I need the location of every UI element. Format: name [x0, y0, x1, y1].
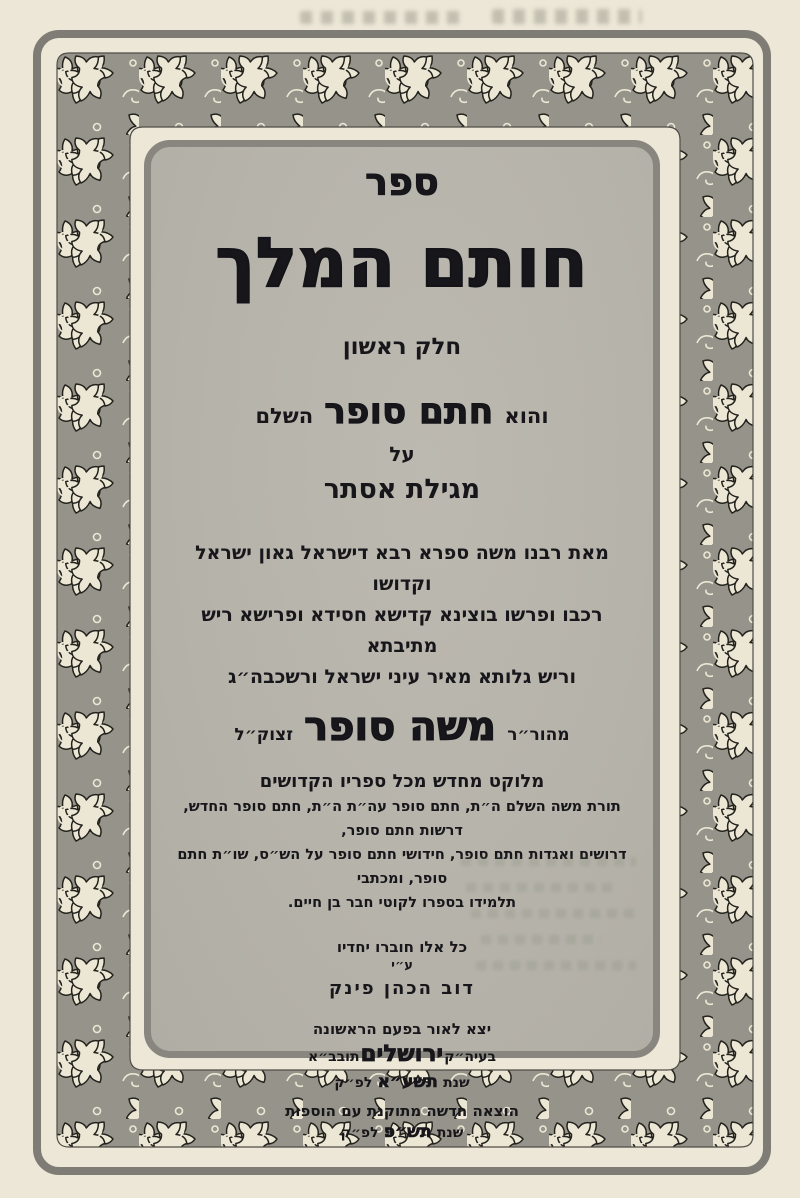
- volume-label: חלק ראשון: [342, 334, 462, 361]
- first-year: תשע״א: [377, 1072, 438, 1093]
- era-abbreviation: לפ״ק: [334, 1075, 373, 1092]
- second-year: תש״פ: [383, 1122, 432, 1143]
- publication-block: [151, 1019, 653, 1144]
- compiled-heading: מלוקט מחדש מכל ספריו הקדושים: [259, 771, 545, 793]
- bleed-through-artifact: [451, 857, 636, 987]
- sources-line: תלמידו בספרו לקוטי חבר בן חיים.: [287, 895, 517, 912]
- compiler-name: דוב הכהן פינק: [329, 978, 475, 1000]
- on-word: על: [389, 442, 415, 467]
- city-prefix: בעיה״ק: [444, 1049, 497, 1066]
- year-word: שנת: [436, 1125, 464, 1142]
- author-honorific: מהור״ר: [507, 725, 570, 746]
- city-suffix: תובב״א: [307, 1049, 360, 1066]
- joined-line: כל אלו חוברו יחדיו: [336, 938, 468, 957]
- author-posthumous: זצוק״ל: [234, 725, 294, 746]
- city-name: ירושלים: [360, 1041, 444, 1068]
- year-word: שנת: [443, 1075, 470, 1092]
- first-year-line: [151, 1072, 653, 1094]
- attribution-line: מאת רבנו משה ספרא רבא דישראל גאון ישראל וקדושו: [195, 542, 609, 596]
- ghost-text-artifact: [492, 9, 642, 24]
- author-attribution: [151, 538, 653, 693]
- second-year-line: [151, 1122, 653, 1144]
- sources-line: תורת משה השלם ה״ת, חתם סופר עה״ת ה״ת, חתם סופר החדש, דרשות חתם סופר,: [183, 799, 621, 840]
- series-word: ספר: [365, 160, 439, 204]
- first-edition-line: יצא לאור בפעם הראשונה: [312, 1020, 492, 1039]
- book-title: חותם המלך: [215, 223, 589, 303]
- title-page-panel: [144, 140, 660, 1143]
- subtitle-suffix: השלם: [255, 404, 314, 429]
- attribution-line: רכבו ופרשו בוצינא קדישא חסידא ופרישא ריש מתיבתא: [201, 604, 603, 658]
- subtitle-prefix: והוא: [504, 404, 549, 429]
- attribution-line: וריש גלותא מאיר עיני ישראל ורשכבה״ג: [228, 666, 576, 689]
- new-edition-line: הוצאה חדשה מתוקנת עם הוספות: [285, 1102, 519, 1121]
- subtitle-line: [151, 390, 653, 433]
- author-name: משה סופר: [304, 704, 497, 751]
- by-abbreviation: ע״י: [391, 958, 413, 974]
- era-abbreviation: לפ״ק: [340, 1125, 379, 1142]
- subtitle-main: חתם סופר: [324, 391, 494, 433]
- sources-line: דרושים ואגדות חתם סופר, חידושי חתם סופר על הש״ס, שו״ת חתם סופר, ומכתבי: [177, 847, 627, 888]
- author-name-line: [151, 701, 653, 761]
- city-line: [151, 1040, 653, 1072]
- subject-title: מגילת אסתר: [323, 474, 481, 506]
- ghost-text-artifact: [300, 11, 465, 24]
